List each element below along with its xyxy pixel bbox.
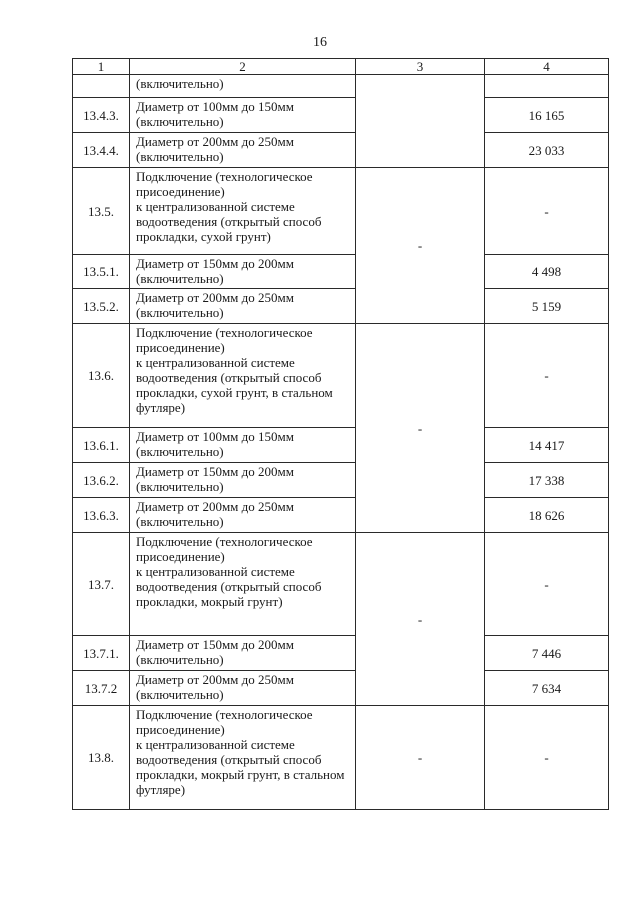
row-description: Диаметр от 100мм до 150мм (включительно) [130, 98, 356, 133]
table-row [73, 636, 609, 671]
table-row [73, 463, 609, 498]
table-row [73, 671, 609, 706]
row-description: Подключение (технологическое присоединение) к централизованной системе водоотведения (открытый способ прокладки, мокрый грунт) [130, 533, 356, 636]
row-price: 5 159 [485, 289, 609, 324]
row-description: (включительно) [130, 75, 356, 98]
column-header-4: 4 [485, 59, 609, 75]
row-price [485, 75, 609, 98]
table-row [73, 533, 609, 636]
row-price: - [485, 533, 609, 636]
row-price: - [485, 324, 609, 428]
column-header-1: 1 [73, 59, 130, 75]
row-description: Диаметр от 200мм до 250мм (включительно) [130, 498, 356, 533]
row-number: 13.5.1. [73, 255, 130, 289]
row-number: 13.6.2. [73, 463, 130, 498]
header-row [73, 59, 609, 75]
table-row [73, 168, 609, 255]
row-price: - [485, 706, 609, 810]
row-price: 17 338 [485, 463, 609, 498]
page-number: 16 [313, 35, 327, 50]
row-price: 16 165 [485, 98, 609, 133]
row-description: Диаметр от 200мм до 250мм (включительно) [130, 133, 356, 168]
column3-cell: - [356, 324, 485, 533]
row-description: Диаметр от 200мм до 250мм (включительно) [130, 289, 356, 324]
row-description: Диаметр от 100мм до 150мм (включительно) [130, 428, 356, 463]
row-price: - [485, 168, 609, 255]
row-number: 13.6.1. [73, 428, 130, 463]
table-row [73, 706, 609, 810]
row-number: 13.6.3. [73, 498, 130, 533]
column3-cell: - [356, 533, 485, 706]
row-price: 7 446 [485, 636, 609, 671]
row-price: 23 033 [485, 133, 609, 168]
column3-cell [356, 75, 485, 168]
table-row [73, 324, 609, 428]
row-number: 13.4.3. [73, 98, 130, 133]
table-row [73, 133, 609, 168]
table-row [73, 289, 609, 324]
column3-cell: - [356, 706, 485, 810]
row-description: Подключение (технологическое присоединение) к централизованной системе водоотведения (открытый способ прокладки, сухой грунт, в стальном футляре) [130, 324, 356, 428]
column-header-3: 3 [356, 59, 485, 75]
table-row [73, 75, 609, 98]
row-price: 7 634 [485, 671, 609, 706]
row-description: Диаметр от 150мм до 200мм (включительно) [130, 255, 356, 289]
row-description: Диаметр от 150мм до 200мм (включительно) [130, 463, 356, 498]
row-description: Подключение (технологическое присоединение) к централизованной системе водоотведения (открытый способ прокладки, мокрый грунт, в стальном футляре) [130, 706, 356, 810]
row-number: 13.4.4. [73, 133, 130, 168]
column-header-2: 2 [130, 59, 356, 75]
row-number: 13.8. [73, 706, 130, 810]
table-row [73, 498, 609, 533]
row-number: 13.5.2. [73, 289, 130, 324]
table-row [73, 98, 609, 133]
row-number [73, 75, 130, 98]
row-price: 14 417 [485, 428, 609, 463]
table-row [73, 255, 609, 289]
table-row [73, 428, 609, 463]
row-description: Диаметр от 200мм до 250мм (включительно) [130, 671, 356, 706]
tariff-table [72, 58, 609, 810]
row-number: 13.7. [73, 533, 130, 636]
row-number: 13.7.1. [73, 636, 130, 671]
row-price: 18 626 [485, 498, 609, 533]
row-price: 4 498 [485, 255, 609, 289]
row-number: 13.6. [73, 324, 130, 428]
column3-cell: - [356, 168, 485, 324]
row-number: 13.5. [73, 168, 130, 255]
row-description: Подключение (технологическое присоединение) к централизованной системе водоотведения (открытый способ прокладки, сухой грунт) [130, 168, 356, 255]
row-description: Диаметр от 150мм до 200мм (включительно) [130, 636, 356, 671]
row-number: 13.7.2 [73, 671, 130, 706]
